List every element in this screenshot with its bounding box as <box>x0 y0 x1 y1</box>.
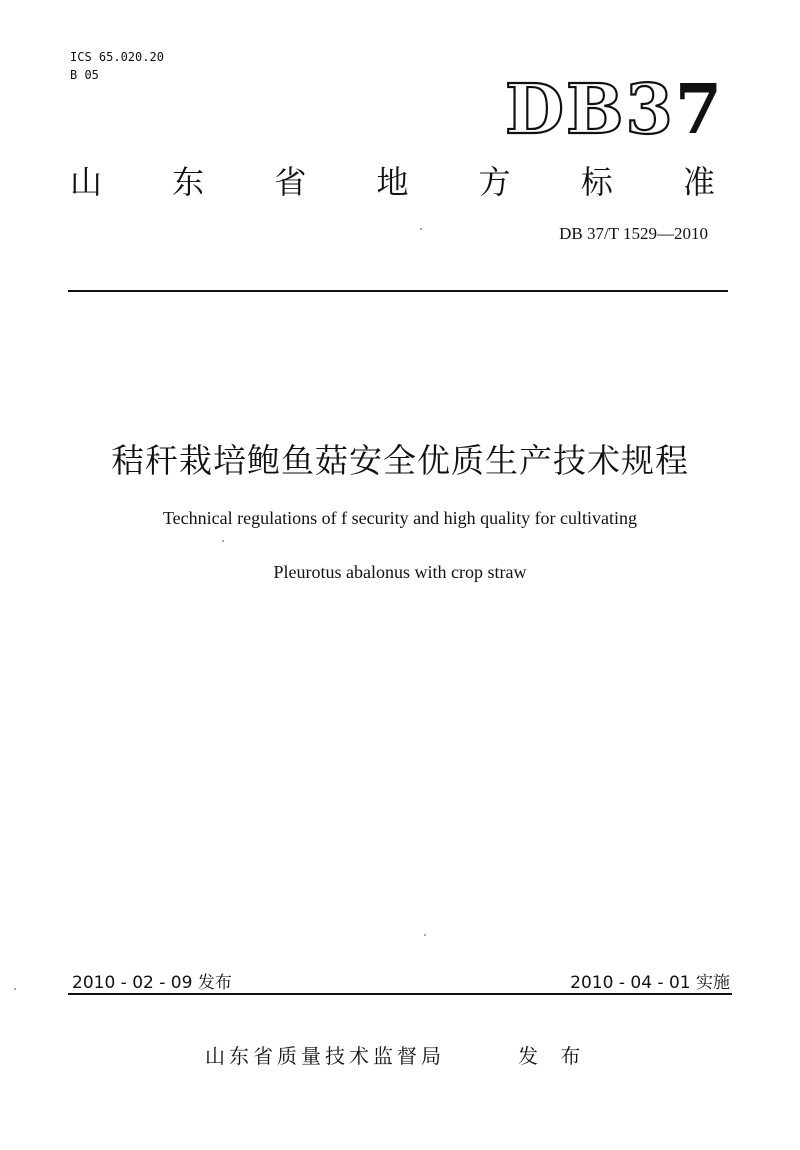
scan-speck <box>222 540 224 542</box>
scan-speck <box>14 988 16 990</box>
issuing-authority: 山东省质量技术监督局 <box>205 1044 445 1068</box>
ics-code: ICS 65.020.20 <box>70 50 164 64</box>
issue-label: 发 布 <box>518 1044 589 1068</box>
footer-divider <box>68 993 732 995</box>
header-divider <box>68 290 728 292</box>
title-char: 标 <box>580 163 613 201</box>
title-char: 准 <box>682 163 715 201</box>
implementation-date: 2010 - 04 - 01 实施 <box>570 973 730 993</box>
classification-codes <box>70 48 164 84</box>
document-title-en-line1: Technical regulations of f security and high quality for cultivating <box>162 508 638 528</box>
title-char: 山 <box>70 163 103 201</box>
title-char: 地 <box>376 163 409 201</box>
standard-number: DB 37/T 1529—2010 <box>559 224 708 243</box>
db37-logo <box>505 70 724 150</box>
issue-date: 2010 - 02 - 09 发布 <box>72 973 232 993</box>
standard-type-title <box>70 160 715 204</box>
document-title-zh: 秸秆栽培鲍鱼菇安全优质生产技术规程 <box>111 441 689 480</box>
scan-speck <box>424 934 426 936</box>
document-title-en-line2: Pleurotus abalonus with crop straw <box>273 562 527 582</box>
logo-num-text: 7 <box>674 70 725 150</box>
title-char: 方 <box>478 163 511 201</box>
scan-speck <box>420 228 422 230</box>
title-char: 省 <box>274 163 307 201</box>
category-code: B 05 <box>70 68 99 82</box>
logo-db-text: DB3 <box>505 70 675 150</box>
title-char: 东 <box>172 163 205 201</box>
